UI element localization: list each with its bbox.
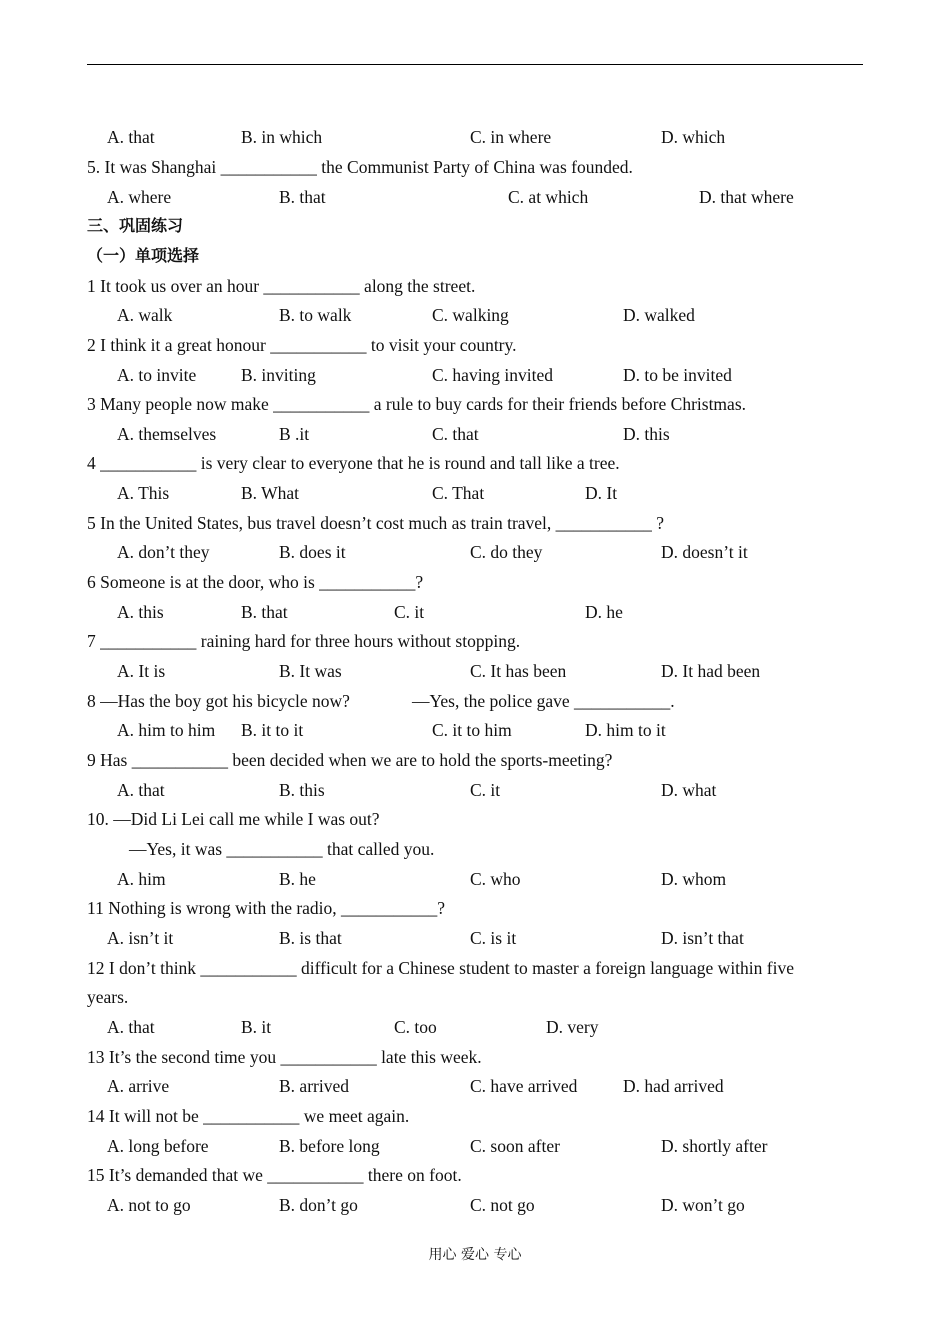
question-line xyxy=(0,686,950,716)
question-line xyxy=(0,745,950,775)
question-line xyxy=(0,389,950,419)
option-c: C. who xyxy=(470,869,521,889)
question-line xyxy=(0,508,950,538)
option-row xyxy=(0,300,950,330)
option-row xyxy=(0,360,950,390)
option-b: B. that xyxy=(241,602,288,622)
option-a: A. long before xyxy=(107,1136,209,1156)
option-b: B. What xyxy=(241,483,300,503)
option-c: C. soon after xyxy=(470,1136,560,1156)
option-a: A. that xyxy=(107,127,155,147)
question-reply: —Yes, it was ___________ that called you. xyxy=(129,839,435,859)
question-line xyxy=(0,152,950,182)
question-text: 11 Nothing is wrong with the radio, ___________? xyxy=(87,898,446,918)
option-c: C. is it xyxy=(470,928,517,948)
option-a: A. him xyxy=(117,869,166,889)
option-row xyxy=(0,182,950,212)
option-row xyxy=(0,1012,950,1042)
question-line xyxy=(0,953,950,983)
question-line xyxy=(0,834,950,864)
question-text: 2 I think it a great honour ___________ to visit your country. xyxy=(87,335,517,355)
question-reply: —Yes, the police gave ___________. xyxy=(412,691,675,711)
question-line xyxy=(0,893,950,923)
option-d: D. doesn’t it xyxy=(661,542,748,562)
question-line xyxy=(0,626,950,656)
question-line xyxy=(0,567,950,597)
option-c: C. do they xyxy=(470,542,543,562)
question-line xyxy=(0,1101,950,1131)
option-c: C. having invited xyxy=(432,365,554,385)
section-title: 三、巩固练习 xyxy=(87,216,184,235)
page-footer: 用心 爱心 专心 xyxy=(428,1247,522,1263)
option-d: D. isn’t that xyxy=(661,928,744,948)
option-c: C. That xyxy=(432,483,485,503)
question-text: 13 It’s the second time you ___________ late this week. xyxy=(87,1047,482,1067)
option-c: C. at which xyxy=(508,187,589,207)
option-row xyxy=(0,656,950,686)
option-d: D. shortly after xyxy=(661,1136,768,1156)
question-line xyxy=(0,271,950,301)
option-a: A. don’t they xyxy=(117,542,210,562)
question-line xyxy=(0,330,950,360)
question-text: 5. It was Shanghai ___________ the Communist Party of China was founded. xyxy=(87,157,633,177)
option-b: B. he xyxy=(279,869,316,889)
question-line xyxy=(0,448,950,478)
option-a: A. arrive xyxy=(107,1076,170,1096)
option-d: D. him to it xyxy=(585,720,666,740)
option-row xyxy=(0,1131,950,1161)
option-b: B. that xyxy=(279,187,326,207)
option-a: A. where xyxy=(107,187,172,207)
option-d: D. had arrived xyxy=(623,1076,724,1096)
option-d: D. whom xyxy=(661,869,727,889)
subsection-heading xyxy=(0,241,950,271)
option-d: D. It xyxy=(585,483,618,503)
option-row xyxy=(0,715,950,745)
option-b: B. before long xyxy=(279,1136,380,1156)
question-text: 1 It took us over an hour ___________ along the street. xyxy=(87,276,476,296)
option-b: B. does it xyxy=(279,542,346,562)
option-c: C. that xyxy=(432,424,479,444)
option-a: A. this xyxy=(117,602,164,622)
option-a: A. to invite xyxy=(117,365,197,385)
option-b: B. don’t go xyxy=(279,1195,358,1215)
section-heading xyxy=(0,211,950,241)
question-text: 15 It’s demanded that we ___________ there on foot. xyxy=(87,1165,462,1185)
option-d: D. what xyxy=(661,780,717,800)
option-a: A. This xyxy=(117,483,170,503)
question-line xyxy=(0,1160,950,1190)
question-line xyxy=(0,1042,950,1072)
question-text: 10. —Did Li Lei call me while I was out? xyxy=(87,809,380,829)
option-row xyxy=(0,864,950,894)
option-d: D. very xyxy=(546,1017,599,1037)
option-row xyxy=(0,1071,950,1101)
option-d: D. he xyxy=(585,602,623,622)
option-b: B. is that xyxy=(279,928,342,948)
option-c: C. it to him xyxy=(432,720,512,740)
option-a: A. that xyxy=(117,780,165,800)
option-a: A. It is xyxy=(117,661,166,681)
question-text: 12 I don’t think ___________ difficult for a Chinese student to master a foreign language within five xyxy=(87,958,794,978)
option-b: B. in which xyxy=(241,127,323,147)
option-row xyxy=(0,1190,950,1220)
option-d: D. this xyxy=(623,424,670,444)
option-a: A. themselves xyxy=(117,424,217,444)
option-b: B .it xyxy=(279,424,310,444)
option-c: C. not go xyxy=(470,1195,535,1215)
option-b: B. arrived xyxy=(279,1076,349,1096)
header-rule xyxy=(87,64,863,65)
option-b: B. it xyxy=(241,1017,272,1037)
option-row xyxy=(0,478,950,508)
question-text: 8 —Has the boy got his bicycle now? xyxy=(87,691,350,711)
option-d: D. to be invited xyxy=(623,365,732,385)
question-continuation: years. xyxy=(87,987,129,1007)
option-b: B. this xyxy=(279,780,325,800)
option-c: C. have arrived xyxy=(470,1076,578,1096)
option-row xyxy=(0,537,950,567)
option-c: C. in where xyxy=(470,127,552,147)
question-text: 14 It will not be ___________ we meet again. xyxy=(87,1106,410,1126)
option-b: B. it to it xyxy=(241,720,304,740)
option-c: C. It has been xyxy=(470,661,567,681)
option-d: D. walked xyxy=(623,305,695,325)
question-text: 7 ___________ raining hard for three hours without stopping. xyxy=(87,631,521,651)
option-c: C. it xyxy=(394,602,425,622)
option-a: A. walk xyxy=(117,305,173,325)
question-text: 6 Someone is at the door, who is ___________? xyxy=(87,572,424,592)
option-b: B. to walk xyxy=(279,305,352,325)
subsection-title: （一）单项选择 xyxy=(87,246,200,265)
option-a: A. not to go xyxy=(107,1195,191,1215)
option-row xyxy=(0,122,950,152)
option-b: B. It was xyxy=(279,661,342,681)
option-row xyxy=(0,775,950,805)
option-row xyxy=(0,419,950,449)
option-d: D. which xyxy=(661,127,726,147)
question-line xyxy=(0,982,950,1012)
question-text: 9 Has ___________ been decided when we are to hold the sports-meeting? xyxy=(87,750,613,770)
question-line xyxy=(0,804,950,834)
option-d: D. It had been xyxy=(661,661,761,681)
question-text: 3 Many people now make ___________ a rule to buy cards for their friends before Christmas. xyxy=(87,394,747,414)
option-a: A. isn’t it xyxy=(107,928,174,948)
option-d: D. won’t go xyxy=(661,1195,745,1215)
option-c: C. too xyxy=(394,1017,437,1037)
question-text: 4 ___________ is very clear to everyone that he is round and tall like a tree. xyxy=(87,453,620,473)
option-c: C. walking xyxy=(432,305,509,325)
option-row xyxy=(0,597,950,627)
option-c: C. it xyxy=(470,780,501,800)
option-row xyxy=(0,923,950,953)
question-text: 5 In the United States, bus travel doesn’t cost much as train travel, ___________ ? xyxy=(87,513,665,533)
option-a: A. him to him xyxy=(117,720,216,740)
option-a: A. that xyxy=(107,1017,155,1037)
option-d: D. that where xyxy=(699,187,794,207)
option-b: B. inviting xyxy=(241,365,316,385)
